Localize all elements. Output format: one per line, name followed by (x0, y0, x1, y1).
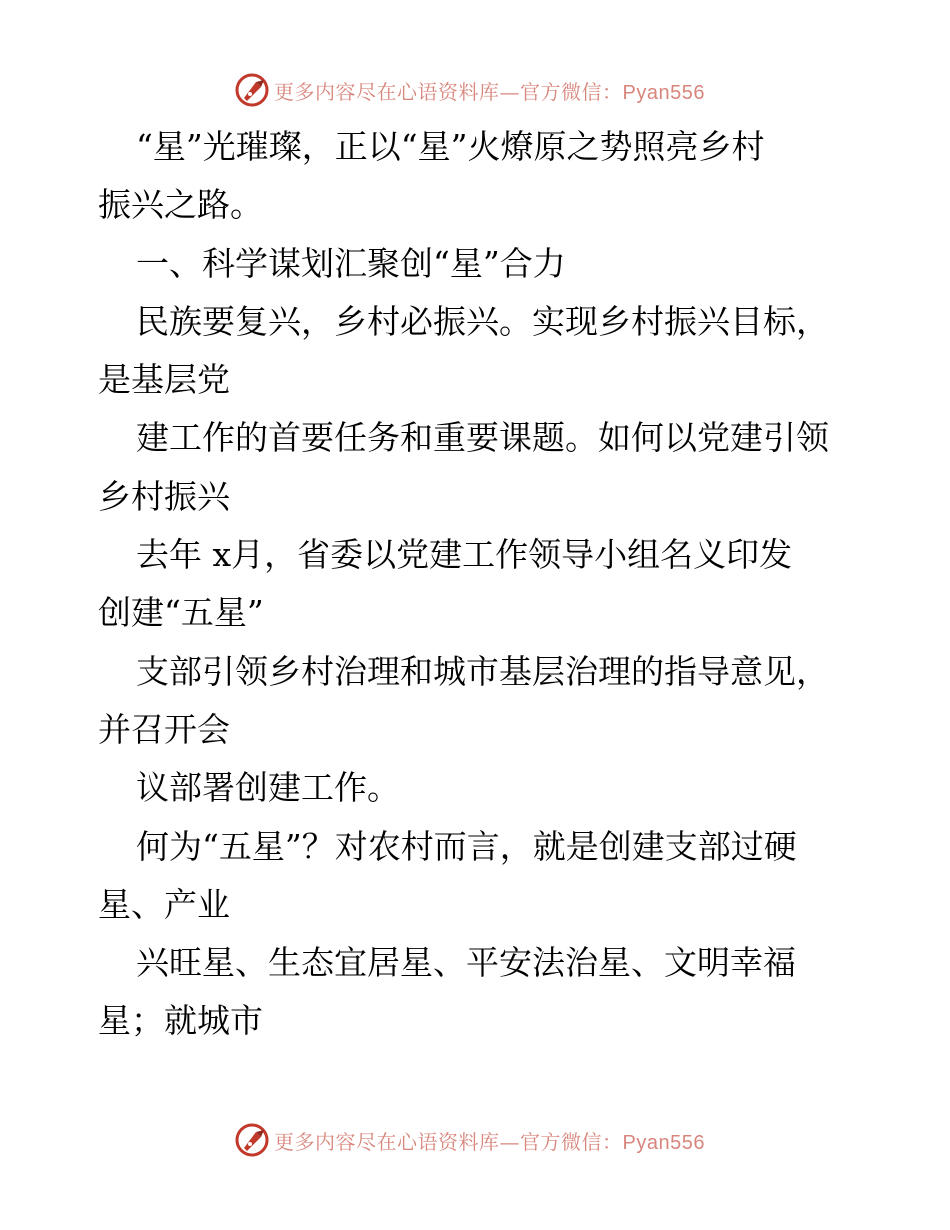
header-banner (234, 70, 754, 110)
section-heading: 一、科学谋划汇聚创“星”合力 (136, 243, 566, 283)
header-banner-slogan: 更多内容尽在心语资料库—官方微信： (274, 79, 623, 104)
body-line: 支部引领乡村治理和城市基层治理的指导意见， (136, 651, 829, 691)
document-body (98, 118, 858, 1051)
body-line: 何为“五星”？对农村而言，就是创建支部过硬 (136, 826, 797, 866)
footer-banner (234, 1120, 754, 1160)
pen-nib-logo-icon (234, 72, 270, 108)
footer-banner-text (274, 1126, 705, 1155)
body-line: 创建“五星” (98, 593, 264, 633)
body-line: 乡村振兴 (98, 476, 230, 516)
body-line: 是基层党 (98, 360, 230, 400)
body-line: 兴旺星、生态宜居星、平安法治星、文明幸福 (136, 943, 796, 983)
body-line: 星、产业 (98, 884, 230, 924)
body-line: 议部署创建工作。 (136, 768, 400, 808)
body-line: 建工作的首要任务和重要课题。如何以党建引领 (136, 418, 829, 458)
footer-banner-slogan: 更多内容尽在心语资料库—官方微信： (274, 1129, 623, 1154)
body-line: 并召开会 (98, 709, 230, 749)
body-line: 去年 x月，省委以党建工作领导小组名义印发 (136, 535, 793, 575)
header-banner-wechat-id: Pyan556 (622, 81, 705, 104)
footer-banner-wechat-id: Pyan556 (622, 1131, 705, 1154)
body-line: “星”光璀璨，正以“星”火燎原之势照亮乡村 (136, 127, 765, 166)
pen-nib-logo-icon (234, 1122, 270, 1158)
body-line: 民族要复兴，乡村必振兴。实现乡村振兴目标， (136, 301, 829, 341)
body-line: 星；就城市 (98, 1001, 263, 1041)
body-line: 振兴之路。 (98, 185, 263, 225)
header-banner-text (274, 76, 705, 105)
